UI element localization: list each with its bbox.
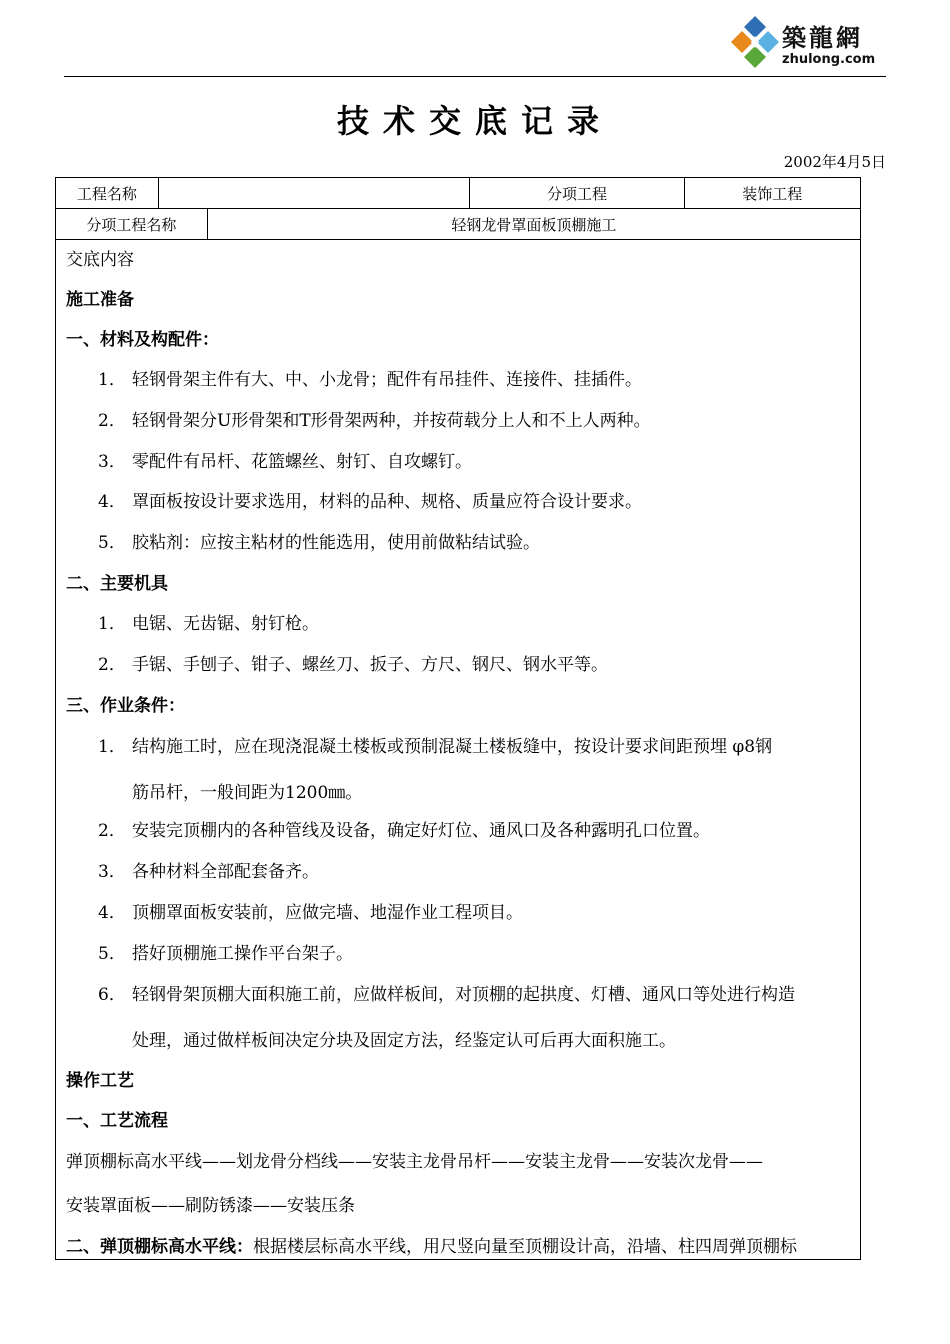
- s1-item: 1． 轻钢骨架主件有大、中、小龙骨；配件有吊挂件、连接件、挂插件。: [98, 370, 642, 390]
- header-rule: [64, 76, 886, 77]
- sub-project-name-value: 轻钢龙骨罩面板顶棚施工: [207, 209, 860, 240]
- info-row-1: [56, 178, 861, 209]
- s3-item: 1． 结构施工时，应在现浇混凝土楼板或预制混凝土楼板缝中，按设计要求间距预埋 φ8钢: [98, 737, 773, 757]
- logo-diamond-icon: [730, 14, 780, 74]
- s3-item: 2． 安装完顶棚内的各种管线及设备，确定好灯位、通风口及各种露明孔口位置。: [98, 821, 710, 841]
- sub-project-value: 装饰工程: [684, 178, 860, 209]
- s1-item: 2． 轻钢骨架分U形骨架和T形骨架两种，并按荷载分上人和不上人两种。: [98, 411, 651, 431]
- document-date: 2002年4月5日: [783, 153, 886, 171]
- info-row-2: [56, 209, 861, 240]
- s2-title: 二、主要机具: [66, 574, 168, 594]
- s1-item: 5． 胶粘剂：应按主粘材的性能选用，使用前做粘结试验。: [98, 533, 540, 553]
- s1-title: 一、材料及构配件：: [66, 330, 219, 350]
- info-table: [55, 177, 861, 209]
- s3-item: 6． 轻钢骨架顶棚大面积施工前，应做样板间，对顶棚的起拱度、灯槽、通风口等处进行构造: [98, 985, 795, 1005]
- prep-title: 施工准备: [66, 290, 134, 310]
- sub-project-name-label: 分项工程名称: [56, 209, 208, 240]
- logo-name-cn: 築龍網: [782, 24, 863, 52]
- process-title: 操作工艺: [66, 1071, 134, 1091]
- p2-title: 二、弹顶棚标高水平线：: [66, 1237, 253, 1257]
- p1-title: 一、工艺流程: [66, 1111, 168, 1131]
- project-name-label: 工程名称: [56, 178, 159, 209]
- s2-item: 1． 电锯、无齿锯、射钉枪。: [98, 614, 319, 634]
- p1-line-1: 弹顶棚标高水平线——划龙骨分档线——安装主龙骨吊杆——安装主龙骨——安装次龙骨——: [66, 1152, 763, 1172]
- s3-item: 5． 搭好顶棚施工操作平台架子。: [98, 944, 353, 964]
- content-heading: 交底内容: [66, 250, 134, 270]
- s3-item-continued: 处理，通过做样板间决定分块及固定方法，经鉴定认可后再大面积施工。: [132, 1031, 676, 1051]
- s1-item: 3． 零配件有吊杆、花篮螺丝、射钉、自攻螺钉。: [98, 452, 472, 472]
- p2-text: 根据楼层标高水平线，用尺竖向量至顶棚设计高，沿墙、柱四周弹顶棚标: [253, 1237, 797, 1257]
- s3-item: 4． 顶棚罩面板安装前，应做完墙、地湿作业工程项目。: [98, 903, 523, 923]
- p2-paragraph: [66, 1232, 797, 1257]
- s3-item: 3． 各种材料全部配套备齐。: [98, 862, 319, 882]
- project-name-value: [158, 178, 470, 209]
- document-title: 技术交底记录: [336, 102, 613, 140]
- logo-name-en: zhulong.com: [782, 52, 876, 67]
- p1-line-2: 安装罩面板——刷防锈漆——安装压条: [66, 1196, 355, 1216]
- sub-project-label: 分项工程: [470, 178, 684, 209]
- s3-item-continued: 筋吊杆，一般间距为1200㎜。: [132, 783, 363, 803]
- info-table-row-2: [55, 208, 861, 240]
- s2-item: 2． 手锯、手刨子、钳子、螺丝刀、扳子、方尺、钢尺、钢水平等。: [98, 655, 608, 675]
- s1-item: 4． 罩面板按设计要求选用，材料的品种、规格、质量应符合设计要求。: [98, 492, 642, 512]
- zhulong-logo: [730, 14, 890, 74]
- content-box: [55, 239, 861, 1260]
- s3-title: 三、作业条件：: [66, 696, 185, 716]
